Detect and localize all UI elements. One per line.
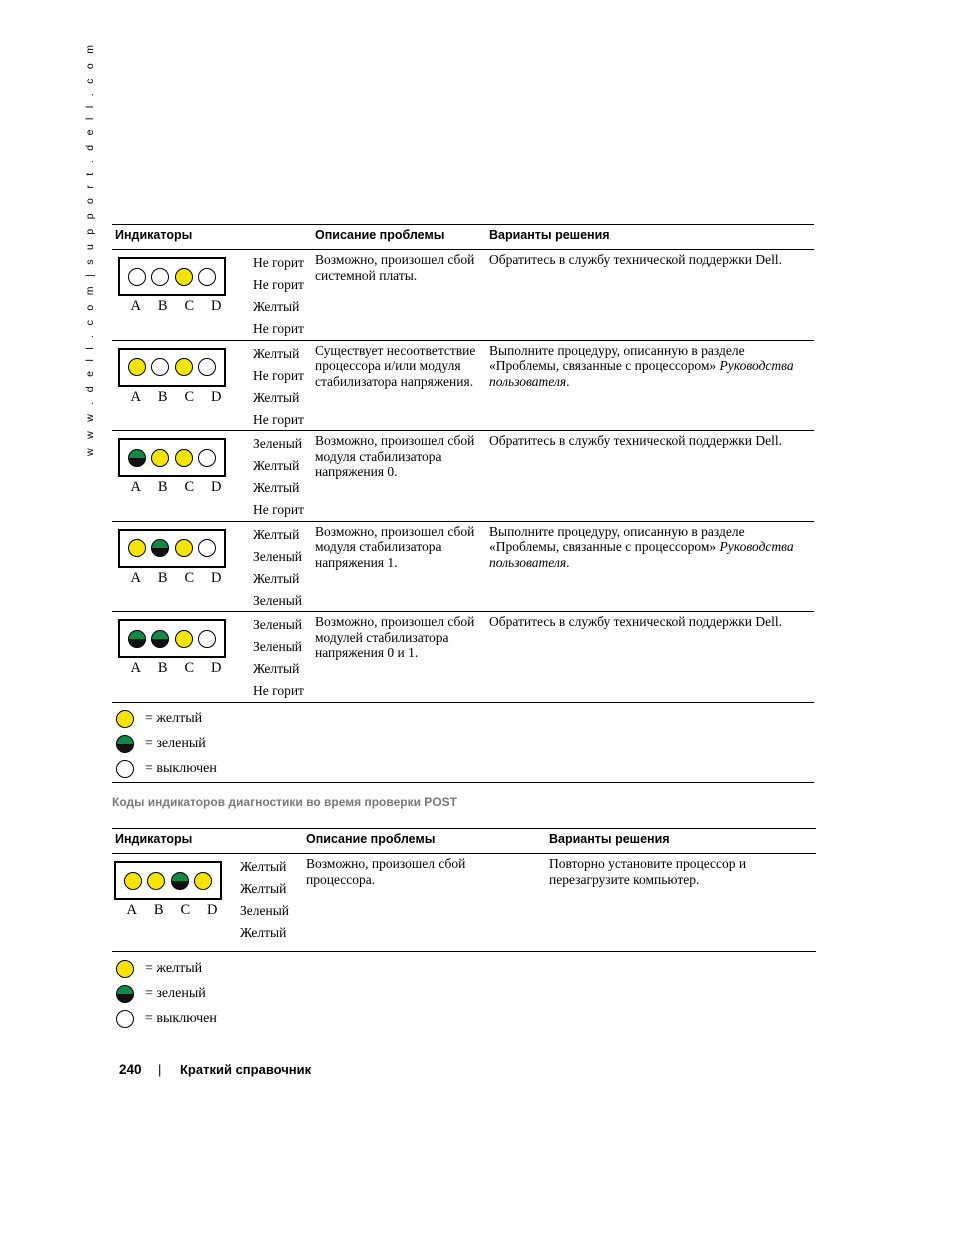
off-led-icon xyxy=(198,268,216,286)
green-led-icon xyxy=(151,630,169,648)
yellow-led-icon xyxy=(128,539,146,557)
led-state: Не горит xyxy=(253,277,304,292)
led-letter: D xyxy=(211,298,222,314)
off-led-icon xyxy=(116,1010,134,1028)
footer-title: Краткий справочник xyxy=(180,1062,312,1077)
led-letter: D xyxy=(211,479,222,495)
page-number: 240 xyxy=(119,1062,142,1077)
table-body xyxy=(112,854,816,952)
led-letters xyxy=(122,479,230,496)
led-panel xyxy=(118,438,226,477)
led-letter: B xyxy=(157,479,168,495)
solution-description xyxy=(489,614,814,630)
solution-description xyxy=(489,433,814,449)
led-letter: D xyxy=(211,660,222,676)
led-letters xyxy=(118,902,226,919)
table-row xyxy=(112,522,814,613)
led-state: Желтый xyxy=(253,526,300,542)
led-panel xyxy=(118,619,226,658)
led-letter: C xyxy=(184,660,195,676)
led-letter: C xyxy=(184,298,195,314)
solution-text: Обратитесь в службу технической поддержки Dell. xyxy=(489,614,782,629)
led-states xyxy=(253,343,304,431)
header-problem: Описание проблемы xyxy=(306,832,436,846)
side-url: w w w . d e l l . c o m | s u p p o r t . d e l l . c o m xyxy=(84,41,96,456)
led-letter: C xyxy=(180,902,191,918)
led-state: Не горит xyxy=(253,367,304,383)
legend-item-green xyxy=(116,732,814,757)
legend xyxy=(112,952,816,1031)
solution-text: Выполните процедуру, описанную в разделе «Проблемы, связанные с процессором» xyxy=(489,523,745,554)
green-led-icon xyxy=(128,449,146,467)
led-state: Зеленый xyxy=(240,903,290,918)
table-row xyxy=(112,612,814,703)
legend-label: = выключен xyxy=(145,1010,217,1026)
solution-description xyxy=(489,343,814,390)
table-header xyxy=(112,828,816,854)
header-indicators: Индикаторы xyxy=(115,228,193,242)
solution-text: Повторно установите процессор и перезагрузите компьютер. xyxy=(549,856,747,887)
green-led-icon xyxy=(116,735,134,753)
led-state: Желтый xyxy=(240,859,287,874)
yellow-led-icon xyxy=(147,872,165,890)
table-row xyxy=(112,341,814,432)
led-state: Зеленый xyxy=(253,592,303,608)
led-state: Не горит xyxy=(253,411,304,427)
led-letter: D xyxy=(211,388,222,405)
green-led-icon xyxy=(171,872,189,890)
legend-label: = желтый xyxy=(145,960,203,976)
led-state: Зеленый xyxy=(253,548,303,564)
led-state: Не горит xyxy=(253,683,304,698)
led-letter: A xyxy=(130,479,141,495)
led-letter: A xyxy=(130,660,141,676)
led-letter: B xyxy=(153,902,164,918)
led-state: Зеленый xyxy=(253,436,303,451)
led-letter: D xyxy=(207,902,218,918)
yellow-led-icon xyxy=(175,539,193,557)
led-letters xyxy=(122,660,230,677)
led-letters xyxy=(122,389,230,406)
yellow-led-icon xyxy=(175,449,193,467)
yellow-led-icon xyxy=(116,710,134,728)
yellow-led-icon xyxy=(194,872,212,890)
footer-separator: | xyxy=(158,1062,162,1077)
problem-description: Возможно, произошел сбой модуля стабилизатора напряжения 0. xyxy=(315,433,475,479)
yellow-led-icon xyxy=(175,630,193,648)
legend-item-yellow xyxy=(116,707,814,732)
legend-item-yellow xyxy=(116,956,816,981)
solution-guide-title: Руководства пользователя xyxy=(489,358,794,389)
green-led-icon xyxy=(151,539,169,557)
yellow-led-icon xyxy=(116,960,134,978)
off-led-icon xyxy=(128,268,146,286)
legend-label: = выключен xyxy=(145,761,217,776)
led-letter: A xyxy=(130,569,141,586)
led-states xyxy=(253,433,304,521)
led-state: Желтый xyxy=(253,480,300,495)
header-indicators: Индикаторы xyxy=(115,832,193,846)
led-letters xyxy=(122,298,230,315)
led-states xyxy=(240,856,289,944)
table-row xyxy=(112,854,816,952)
led-state: Желтый xyxy=(240,925,287,940)
diagnostic-table-2 xyxy=(112,828,816,1031)
legend-label: = зеленый xyxy=(145,736,206,751)
problem-description: Возможно, произошел сбой модуля стабилизатора напряжения 1. xyxy=(315,523,475,570)
off-led-icon xyxy=(198,539,216,557)
led-states xyxy=(253,524,302,612)
led-letter: B xyxy=(157,660,168,676)
led-panel xyxy=(118,348,226,387)
led-state: Желтый xyxy=(253,389,300,405)
legend-label: = желтый xyxy=(145,711,203,726)
led-state: Желтый xyxy=(253,458,300,473)
led-states xyxy=(253,252,304,340)
off-led-icon xyxy=(198,449,216,467)
table-row xyxy=(112,250,814,341)
off-led-icon xyxy=(151,268,169,286)
led-states xyxy=(253,614,304,702)
led-state: Не горит xyxy=(253,255,304,270)
solution-description xyxy=(489,524,814,571)
legend-item-green xyxy=(116,981,816,1006)
green-led-icon xyxy=(116,985,134,1003)
led-letter: A xyxy=(130,298,141,314)
yellow-led-icon xyxy=(128,358,146,376)
header-problem: Описание проблемы xyxy=(315,228,445,242)
solution-description xyxy=(489,252,814,268)
yellow-led-icon xyxy=(175,268,193,286)
header-solution: Варианты решения xyxy=(549,832,670,846)
solution-description xyxy=(549,856,809,887)
table-body xyxy=(112,250,814,703)
led-letter: C xyxy=(184,479,195,495)
led-state: Не горит xyxy=(253,502,304,517)
table-row xyxy=(112,431,814,522)
problem-description: Существует несоответствие процессора и/или модуля стабилизатора напряжения. xyxy=(315,342,476,389)
led-state: Желтый xyxy=(253,570,300,586)
led-panel xyxy=(118,257,226,296)
problem-description: Возможно, произошел сбой процессора. xyxy=(306,856,466,887)
legend-item-off xyxy=(116,757,814,782)
led-letter: D xyxy=(211,569,222,586)
yellow-led-icon xyxy=(175,358,193,376)
solution-end: . xyxy=(566,373,570,389)
header-solution: Варианты решения xyxy=(489,228,610,242)
off-led-icon xyxy=(151,358,169,376)
yellow-led-icon xyxy=(151,449,169,467)
led-panel xyxy=(118,529,226,568)
solution-guide-title: Руководства пользователя xyxy=(489,539,794,570)
green-led-icon xyxy=(128,630,146,648)
led-state: Зеленый xyxy=(253,617,303,632)
led-state: Желтый xyxy=(253,299,300,314)
led-state: Зеленый xyxy=(253,639,303,654)
table-caption: Коды индикаторов диагностики во время проверки POST xyxy=(112,795,457,809)
led-letter: A xyxy=(130,388,141,405)
solution-text: Обратитесь в службу технической поддержки Dell. xyxy=(489,433,782,448)
solution-text: Обратитесь в службу технической поддержки Dell. xyxy=(489,252,782,267)
off-led-icon xyxy=(198,630,216,648)
off-led-icon xyxy=(198,358,216,376)
led-panel xyxy=(114,861,222,900)
led-letters xyxy=(122,570,230,587)
solution-end: . xyxy=(566,554,570,570)
led-state: Желтый xyxy=(240,881,287,896)
solution-text: Выполните процедуру, описанную в разделе «Проблемы, связанные с процессором» xyxy=(489,342,745,373)
led-state: Желтый xyxy=(253,345,300,361)
led-letter: A xyxy=(126,902,137,918)
legend-label: = зеленый xyxy=(145,985,206,1001)
led-letter: C xyxy=(184,388,195,405)
legend-item-off xyxy=(116,1006,816,1031)
table-header xyxy=(112,224,814,250)
problem-description: Возможно, произошел сбой модулей стабилизатора напряжения 0 и 1. xyxy=(315,614,475,660)
problem-description: Возможно, произошел сбой системной платы. xyxy=(315,252,475,283)
led-state: Не горит xyxy=(253,321,304,336)
led-letter: B xyxy=(157,569,168,586)
legend xyxy=(112,703,814,783)
led-letter: B xyxy=(157,388,168,405)
led-letter: B xyxy=(157,298,168,314)
yellow-led-icon xyxy=(124,872,142,890)
off-led-icon xyxy=(116,760,134,778)
led-state: Желтый xyxy=(253,661,300,676)
diagnostic-table-1 xyxy=(112,224,814,783)
led-letter: C xyxy=(184,569,195,586)
